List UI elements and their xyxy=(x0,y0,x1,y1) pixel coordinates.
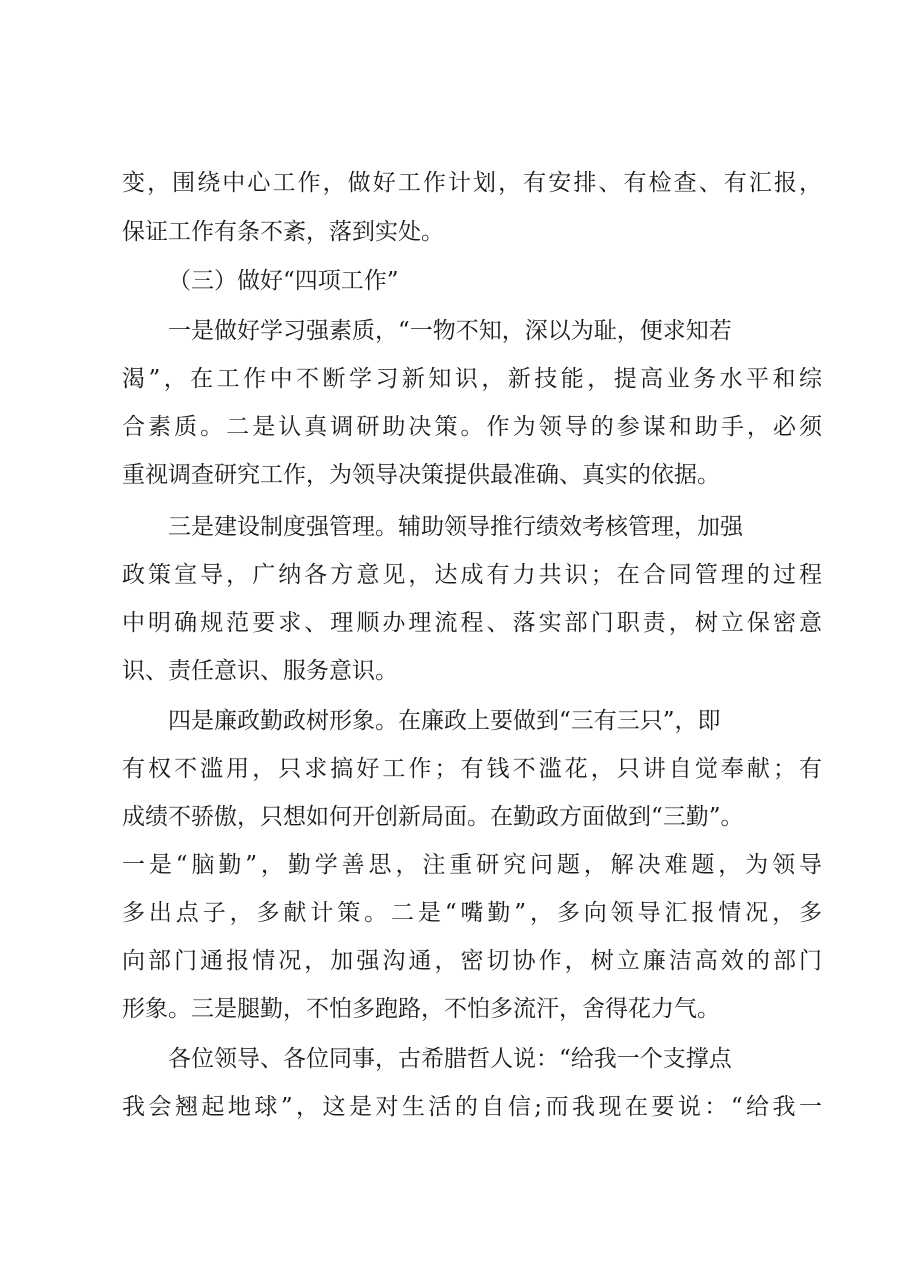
text-line: 我会翘起地球”，这是对生活的自信;而我现在要说：“给我一 xyxy=(122,1094,822,1120)
text-line: 多出点子，多献计策。二是“嘴勤”，多向领导汇报情况，多 xyxy=(122,900,822,926)
text-line: 一是做好学习强素质，“一物不知，深以为耻，便求知若 xyxy=(168,318,732,344)
text-line: 向部门通报情况，加强沟通，密切协作，树立廉洁高效的部门 xyxy=(122,948,822,974)
text-line: 有权不滥用，只求搞好工作；有钱不滥花，只讲自觉奉献；有 xyxy=(122,756,822,782)
text-line: 重视调查研究工作，为领导决策提供最准确、真实的依据。 xyxy=(122,462,720,488)
text-line: 各位领导、各位同事，古希腊哲人说：“给我一个支撑点 xyxy=(168,1046,732,1072)
text-line: 四是廉政勤政树形象。在廉政上要做到“三有三只”，即 xyxy=(168,708,721,734)
text-line: 识、责任意识、服务意识。 xyxy=(122,658,398,684)
text-line: 渴”，在工作中不断学习新知识，新技能，提高业务水平和综 xyxy=(122,366,822,392)
text-line: 保证工作有条不紊，落到实处。 xyxy=(122,219,444,245)
text-line: 形象。三是腿勤，不怕多跑路，不怕多流汗，舍得花力气。 xyxy=(122,996,720,1022)
text-line: 成绩不骄傲，只想如何开创新局面。在勤政方面做到“三勤”。 xyxy=(122,804,744,830)
text-line: 三是建设制度强管理。辅助领导推行绩效考核管理，加强 xyxy=(168,514,743,540)
section-heading: （三）做好“四项工作” xyxy=(168,268,399,294)
text-line: 一是“脑勤”，勤学善思，注重研究问题，解决难题，为领导 xyxy=(122,852,822,878)
text-line: 政策宣导，广纳各方意见，达成有力共识；在合同管理的过程 xyxy=(122,562,822,588)
text-line: 中明确规范要求、理顺办理流程、落实部门职责，树立保密意 xyxy=(122,610,822,636)
text-line: 合素质。二是认真调研助决策。作为领导的参谋和助手，必须 xyxy=(122,414,822,440)
text-line: 变，围绕中心工作，做好工作计划，有安排、有检查、有汇报， xyxy=(122,170,822,196)
